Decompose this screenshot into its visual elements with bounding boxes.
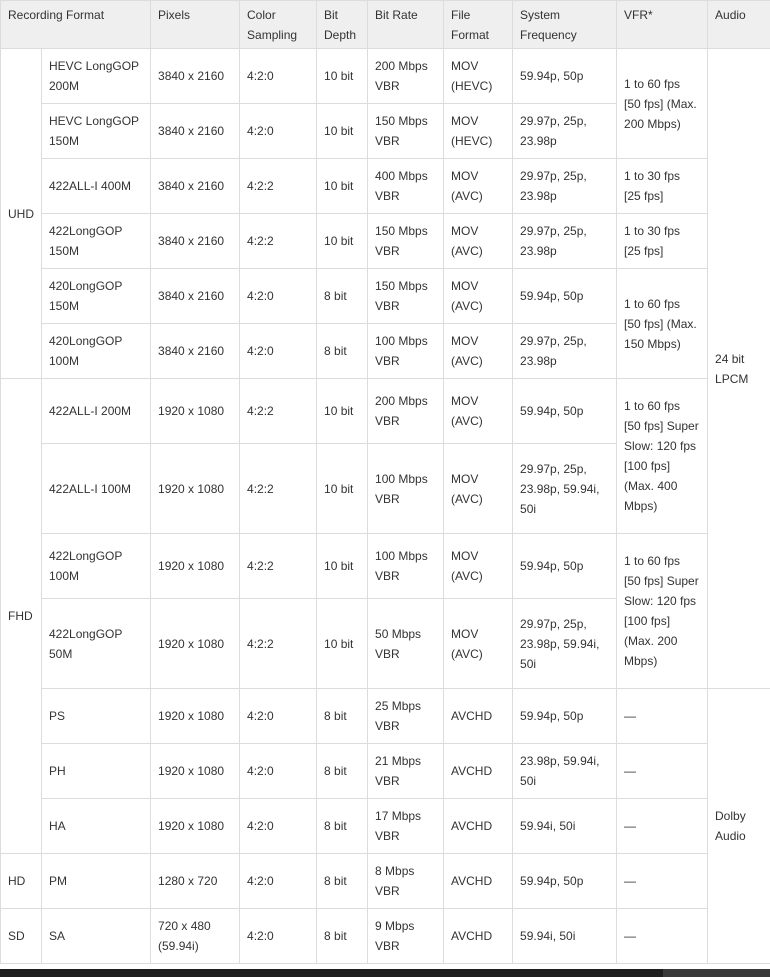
cell-file: MOV (AVC) xyxy=(444,324,513,379)
cell-bitrate: 400 Mbps VBR xyxy=(368,159,444,214)
group-label-sd: SD xyxy=(1,909,42,964)
cell-bitrate: 150 Mbps VBR xyxy=(368,104,444,159)
cell-depth: 10 bit xyxy=(317,444,368,534)
cell-bitrate: 100 Mbps VBR xyxy=(368,534,444,599)
table-row xyxy=(1,269,770,324)
cell-vfr: — xyxy=(617,909,708,964)
table-row xyxy=(1,909,770,964)
cell-pixels: 1920 x 1080 xyxy=(151,534,240,599)
cell-pixels: 1920 x 1080 xyxy=(151,744,240,799)
header-color-sampling: Color Sampling xyxy=(240,1,317,49)
header-pixels: Pixels xyxy=(151,1,240,49)
cell-bitrate: 100 Mbps VBR xyxy=(368,444,444,534)
cell-freq: 29.97p, 25p, 23.98p xyxy=(513,159,617,214)
cell-vfr-group: 1 to 30 fps [25 fps] xyxy=(617,214,708,269)
cell-file: MOV (AVC) xyxy=(444,214,513,269)
cell-bitrate: 21 Mbps VBR xyxy=(368,744,444,799)
cell-vfr: — xyxy=(617,799,708,854)
table-row xyxy=(1,534,770,599)
cell-vfr-group: 1 to 30 fps [25 fps] xyxy=(617,159,708,214)
cell-file: MOV (AVC) xyxy=(444,444,513,534)
cell-freq: 59.94p, 50p xyxy=(513,379,617,444)
cell-format: PM xyxy=(42,854,151,909)
cell-file: MOV (HEVC) xyxy=(444,104,513,159)
cell-sampling: 4:2:2 xyxy=(240,379,317,444)
cell-format: HEVC LongGOP 150M xyxy=(42,104,151,159)
cell-file: MOV (AVC) xyxy=(444,379,513,444)
cell-vfr-group: 1 to 60 fps [50 fps] (Max. 200 Mbps) xyxy=(617,49,708,159)
cell-file: MOV (AVC) xyxy=(444,599,513,689)
cell-file: MOV (AVC) xyxy=(444,269,513,324)
cell-freq: 29.97p, 25p, 23.98p, 59.94i, 50i xyxy=(513,599,617,689)
cell-pixels: 1920 x 1080 xyxy=(151,689,240,744)
table-row xyxy=(1,49,770,104)
header-system-frequency: System Frequency xyxy=(513,1,617,49)
cell-bitrate: 200 Mbps VBR xyxy=(368,379,444,444)
cell-format: 420LongGOP 150M xyxy=(42,269,151,324)
scrollbar-thumb[interactable] xyxy=(663,969,770,977)
cell-audio-dolby: Dolby Audio xyxy=(708,689,770,964)
cell-depth: 10 bit xyxy=(317,214,368,269)
cell-sampling: 4:2:0 xyxy=(240,104,317,159)
cell-freq: 59.94p, 50p xyxy=(513,49,617,104)
cell-freq: 23.98p, 59.94i, 50i xyxy=(513,744,617,799)
cell-depth: 8 bit xyxy=(317,324,368,379)
cell-depth: 8 bit xyxy=(317,909,368,964)
cell-pixels: 3840 x 2160 xyxy=(151,49,240,104)
table-row xyxy=(1,214,770,269)
cell-vfr-group: 1 to 60 fps [50 fps] (Max. 150 Mbps) xyxy=(617,269,708,379)
cell-sampling: 4:2:2 xyxy=(240,214,317,269)
cell-sampling: 4:2:2 xyxy=(240,444,317,534)
cell-file: MOV (HEVC) xyxy=(444,49,513,104)
group-label-uhd: UHD xyxy=(1,49,42,379)
cell-bitrate: 8 Mbps VBR xyxy=(368,854,444,909)
cell-freq: 59.94p, 50p xyxy=(513,534,617,599)
cell-sampling: 4:2:2 xyxy=(240,159,317,214)
cell-depth: 10 bit xyxy=(317,379,368,444)
cell-format: 420LongGOP 100M xyxy=(42,324,151,379)
cell-freq: 59.94p, 50p xyxy=(513,269,617,324)
cell-depth: 8 bit xyxy=(317,854,368,909)
cell-file: AVCHD xyxy=(444,909,513,964)
cell-pixels: 1920 x 1080 xyxy=(151,799,240,854)
cell-freq: 59.94p, 50p xyxy=(513,854,617,909)
header-bit-depth: Bit Depth xyxy=(317,1,368,49)
cell-depth: 8 bit xyxy=(317,689,368,744)
cell-format: HEVC LongGOP 200M xyxy=(42,49,151,104)
cell-depth: 10 bit xyxy=(317,49,368,104)
header-vfr: VFR* xyxy=(617,1,708,49)
cell-audio-lpcm: 24 bit LPCM xyxy=(708,49,770,689)
cell-freq: 29.97p, 25p, 23.98p xyxy=(513,214,617,269)
cell-format: 422LongGOP 150M xyxy=(42,214,151,269)
cell-depth: 8 bit xyxy=(317,269,368,324)
cell-vfr: — xyxy=(617,689,708,744)
table-row xyxy=(1,379,770,444)
cell-sampling: 4:2:2 xyxy=(240,534,317,599)
cell-freq: 59.94i, 50i xyxy=(513,799,617,854)
cell-depth: 10 bit xyxy=(317,599,368,689)
cell-sampling: 4:2:2 xyxy=(240,599,317,689)
cell-bitrate: 150 Mbps VBR xyxy=(368,269,444,324)
header-bit-rate: Bit Rate xyxy=(368,1,444,49)
cell-pixels: 3840 x 2160 xyxy=(151,214,240,269)
cell-freq: 29.97p, 25p, 23.98p xyxy=(513,104,617,159)
group-label-hd: HD xyxy=(1,854,42,909)
header-audio: Audio xyxy=(708,1,770,49)
cell-sampling: 4:2:0 xyxy=(240,269,317,324)
cell-sampling: 4:2:0 xyxy=(240,689,317,744)
cell-pixels: 1280 x 720 xyxy=(151,854,240,909)
cell-format: 422ALL-I 100M xyxy=(42,444,151,534)
cell-sampling: 4:2:0 xyxy=(240,324,317,379)
cell-freq: 59.94i, 50i xyxy=(513,909,617,964)
table-row xyxy=(1,799,770,854)
horizontal-scrollbar[interactable] xyxy=(0,969,770,977)
cell-bitrate: 17 Mbps VBR xyxy=(368,799,444,854)
cell-freq: 29.97p, 25p, 23.98p, 59.94i, 50i xyxy=(513,444,617,534)
cell-bitrate: 50 Mbps VBR xyxy=(368,599,444,689)
cell-depth: 10 bit xyxy=(317,159,368,214)
cell-vfr-group: 1 to 60 fps [50 fps] Super Slow: 120 fps [100 fps] (Max. 200 Mbps) xyxy=(617,534,708,689)
cell-bitrate: 25 Mbps VBR xyxy=(368,689,444,744)
cell-pixels: 720 x 480 (59.94i) xyxy=(151,909,240,964)
table-row xyxy=(1,854,770,909)
header-file-format: File Format xyxy=(444,1,513,49)
header-row xyxy=(1,1,770,49)
cell-depth: 10 bit xyxy=(317,534,368,599)
cell-sampling: 4:2:0 xyxy=(240,744,317,799)
cell-format: 422ALL-I 400M xyxy=(42,159,151,214)
cell-file: AVCHD xyxy=(444,744,513,799)
cell-format: 422ALL-I 200M xyxy=(42,379,151,444)
cell-bitrate: 100 Mbps VBR xyxy=(368,324,444,379)
cell-file: MOV (AVC) xyxy=(444,534,513,599)
cell-pixels: 3840 x 2160 xyxy=(151,104,240,159)
cell-bitrate: 9 Mbps VBR xyxy=(368,909,444,964)
cell-format: SA xyxy=(42,909,151,964)
header-recording-format: Recording Format xyxy=(1,1,151,49)
cell-sampling: 4:2:0 xyxy=(240,799,317,854)
cell-format: PH xyxy=(42,744,151,799)
cell-pixels: 1920 x 1080 xyxy=(151,379,240,444)
cell-pixels: 3840 x 2160 xyxy=(151,159,240,214)
cell-pixels: 1920 x 1080 xyxy=(151,599,240,689)
cell-pixels: 3840 x 2160 xyxy=(151,269,240,324)
cell-depth: 8 bit xyxy=(317,799,368,854)
cell-format: 422LongGOP 50M xyxy=(42,599,151,689)
cell-file: AVCHD xyxy=(444,799,513,854)
cell-bitrate: 200 Mbps VBR xyxy=(368,49,444,104)
cell-depth: 8 bit xyxy=(317,744,368,799)
cell-file: AVCHD xyxy=(444,689,513,744)
cell-freq: 59.94p, 50p xyxy=(513,689,617,744)
cell-vfr: — xyxy=(617,854,708,909)
cell-vfr-group: 1 to 60 fps [50 fps] Super Slow: 120 fps [100 fps] (Max. 400 Mbps) xyxy=(617,379,708,534)
cell-format: 422LongGOP 100M xyxy=(42,534,151,599)
cell-format: HA xyxy=(42,799,151,854)
cell-format: PS xyxy=(42,689,151,744)
group-label-fhd: FHD xyxy=(1,379,42,854)
cell-pixels: 1920 x 1080 xyxy=(151,444,240,534)
cell-file: MOV (AVC) xyxy=(444,159,513,214)
cell-bitrate: 150 Mbps VBR xyxy=(368,214,444,269)
cell-sampling: 4:2:0 xyxy=(240,854,317,909)
table-row xyxy=(1,744,770,799)
table-row xyxy=(1,689,770,744)
cell-vfr: — xyxy=(617,744,708,799)
cell-pixels: 3840 x 2160 xyxy=(151,324,240,379)
cell-depth: 10 bit xyxy=(317,104,368,159)
cell-freq: 29.97p, 25p, 23.98p xyxy=(513,324,617,379)
cell-sampling: 4:2:0 xyxy=(240,909,317,964)
cell-sampling: 4:2:0 xyxy=(240,49,317,104)
table-row xyxy=(1,159,770,214)
cell-file: AVCHD xyxy=(444,854,513,909)
